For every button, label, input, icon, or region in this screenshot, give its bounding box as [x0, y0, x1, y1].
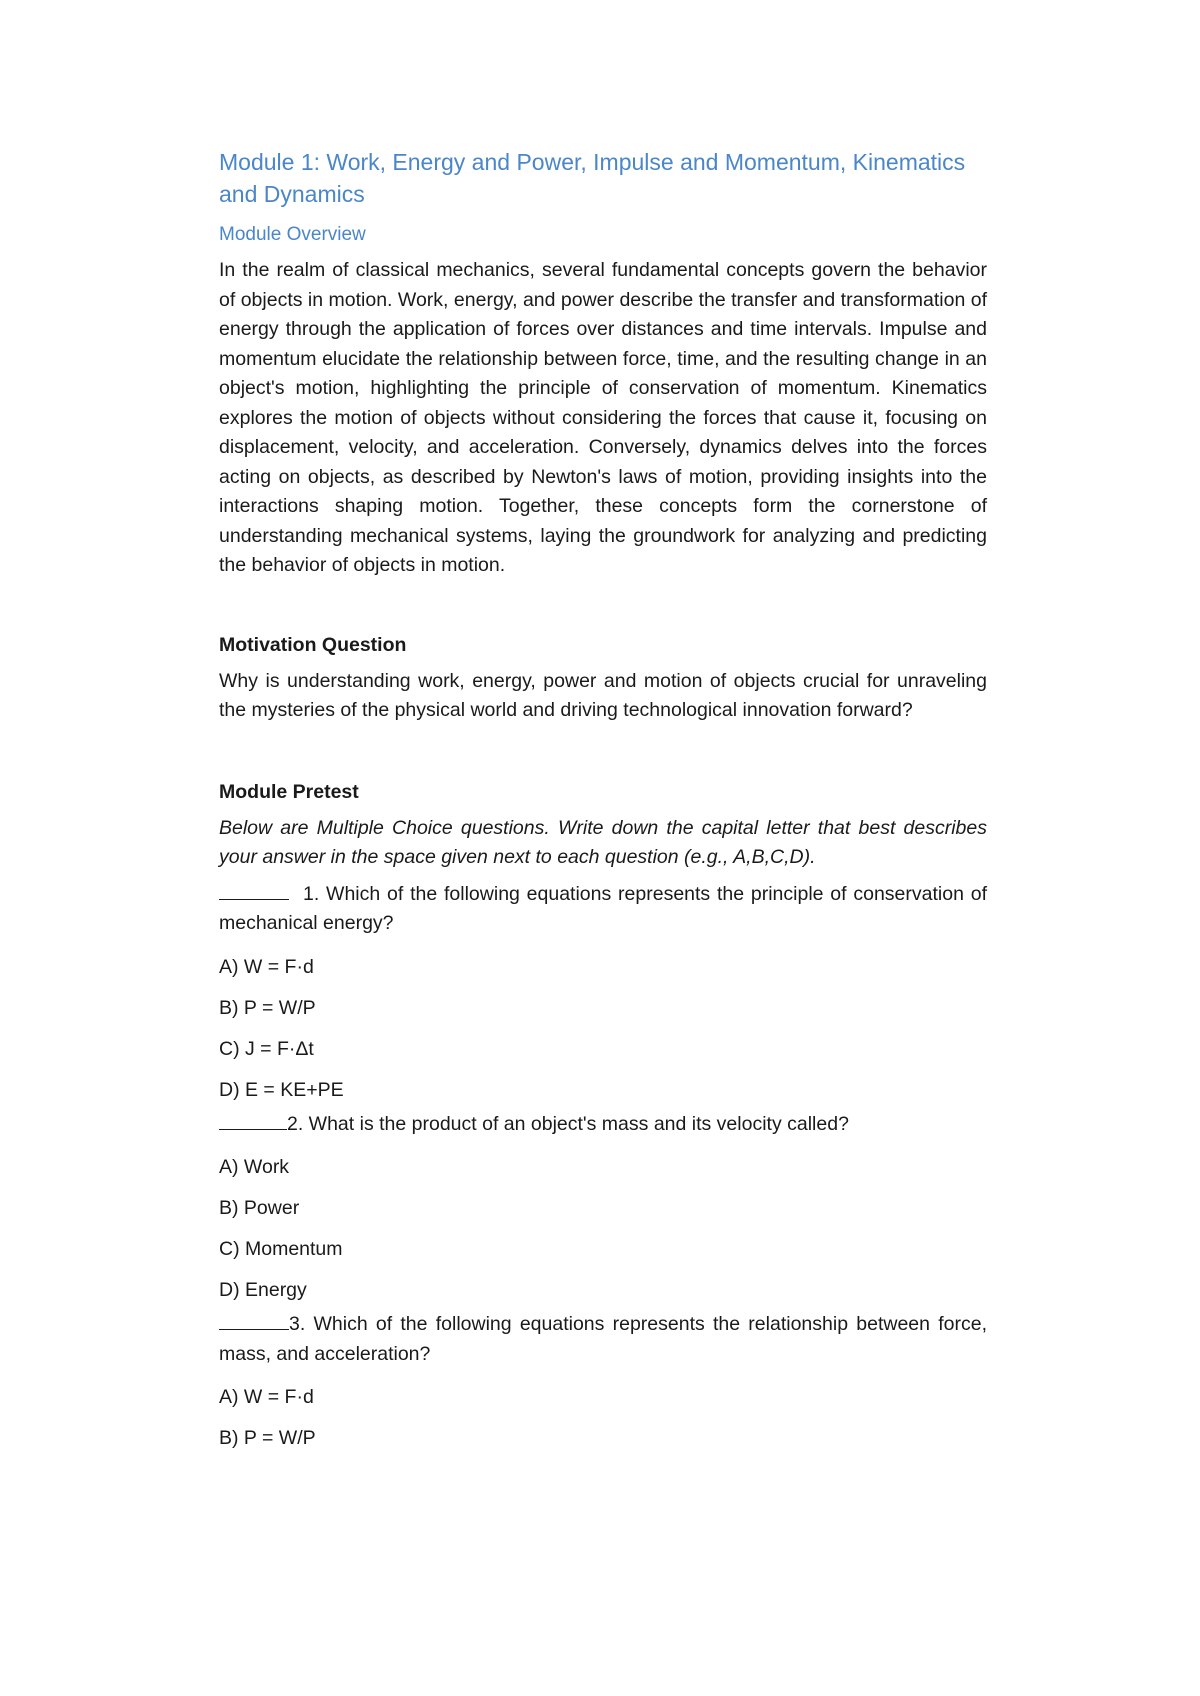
question-1-text: 1. Which of the following equations represents the principle of conservation of mechanical energy?: [219, 882, 987, 934]
question-2-option-a: A) Work: [219, 1156, 290, 1178]
question-3-option-a: A) W = F·d: [219, 1386, 314, 1408]
question-1-option-b: B) P = W/P: [219, 996, 316, 1019]
question-2-text: 2. What is the product of an object's mass and its velocity called?: [287, 1112, 849, 1135]
question-2-option-c: C) Momentum: [219, 1238, 343, 1260]
answer-blank-2[interactable]: [219, 1110, 287, 1130]
question-2-option-d: D) Energy: [219, 1279, 307, 1301]
pretest-instructions: Below are Multiple Choice questions. Write down the capital letter that best describes your answer in the space given next to each question (e.g., A,B,C,D).: [219, 816, 987, 868]
question-3: [219, 1310, 987, 1451]
question-1-option-d: D) E = KE+PE: [219, 1078, 344, 1101]
question-2: [219, 1110, 987, 1304]
question-1-option-c: C) J = F·Δt: [219, 1037, 314, 1060]
answer-blank-1[interactable]: [219, 880, 289, 900]
module-overview-text: In the realm of classical mechanics, several fundamental concepts govern the behavior of objects in motion. Work, energy, and power describe the transfer and transformation of energy through the application of forces over distances and time intervals. Impulse and momentum elucidate the relationship between force, time, and the resulting change in an object's motion, highlighting the principle of conservation of momentum. Kinematics explores the motion of objects without considering the forces that cause it, focusing on displacement, velocity, and acceleration. Conversely, dynamics delves into the forces acting on objects, as described by Newton's laws of motion, providing insights into the interactions shaping motion. Together, these concepts form the cornerstone of understanding mechanical systems, laying the groundwork for analyzing and predicting the behavior of objects in motion.: [219, 259, 987, 576]
module-overview-heading: Module Overview: [219, 224, 366, 245]
motivation-question-heading: Motivation Question: [219, 633, 407, 656]
module-pretest-heading: Module Pretest: [219, 780, 359, 803]
document-page: [219, 146, 987, 1451]
question-2-option-b: B) Power: [219, 1197, 300, 1219]
question-1-option-a: A) W = F·d: [219, 955, 314, 978]
answer-blank-3[interactable]: [219, 1310, 289, 1330]
module-title: Module 1: Work, Energy and Power, Impulse and Momentum, Kinematics and Dynamics: [219, 149, 966, 207]
question-3-text: 3. Which of the following equations represents the relationship between force, mass, and acceleration?: [219, 1313, 987, 1365]
question-3-option-b: B) P = W/P: [219, 1427, 316, 1449]
question-1: [219, 880, 987, 1103]
motivation-question-text: Why is understanding work, energy, power and motion of objects crucial for unraveling the mysteries of the physical world and driving technological innovation forward?: [219, 669, 987, 721]
